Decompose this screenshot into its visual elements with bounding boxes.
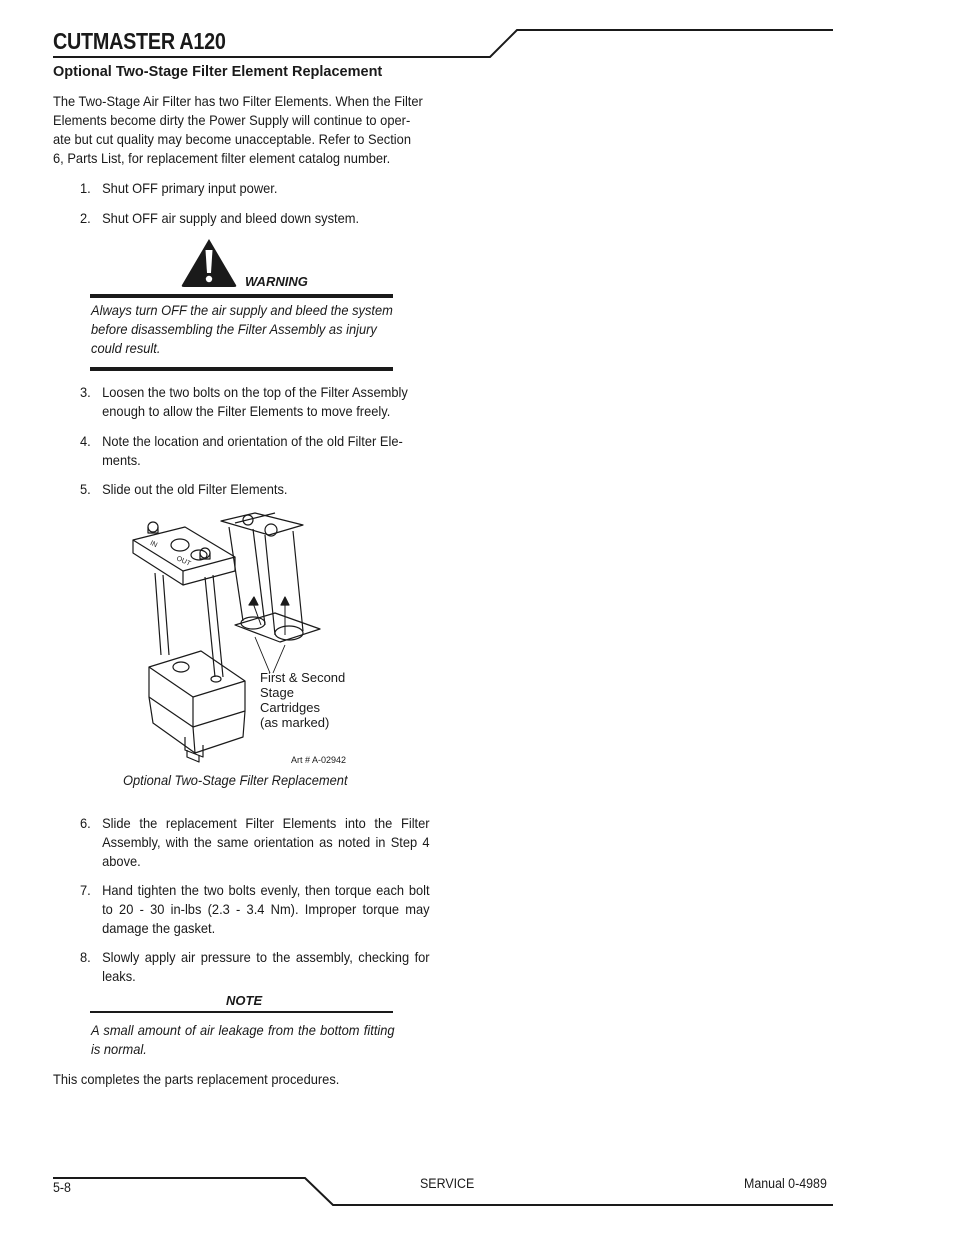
- intro-line: ate but cut quality may become unacceptable. Refer to Section: [53, 131, 411, 147]
- step-2: [80, 209, 430, 228]
- step-text: Slowly apply air pressure to the assembly, checking for leaks.: [102, 949, 430, 984]
- footer-section: SERVICE: [420, 1176, 475, 1191]
- manual-number: Manual 0-4989: [744, 1176, 827, 1191]
- figure-caption: Optional Two-Stage Filter Replacement: [123, 772, 348, 788]
- step-text: Shut OFF air supply and bleed down system.: [102, 210, 360, 226]
- header-rule: [0, 0, 954, 70]
- warning-line: Always turn OFF the air supply and bleed the system: [91, 302, 393, 318]
- step-8: [80, 948, 430, 984]
- intro-line: The Two-Stage Air Filter has two Filter Elements. When the Filter: [53, 93, 423, 109]
- step-number: 8.: [80, 949, 91, 965]
- intro-line: 6, Parts List, for replacement filter element catalog number.: [53, 150, 391, 166]
- warning-icon: [180, 237, 238, 289]
- step-number: 4.: [80, 433, 91, 449]
- cartridge-label: [260, 670, 345, 730]
- port-in-label: IN: [148, 539, 159, 550]
- port-out-label: OUT: [175, 555, 192, 568]
- warning-line: could result.: [91, 340, 161, 356]
- step-number: 7.: [80, 882, 91, 898]
- step-text: Shut OFF primary input power.: [102, 180, 278, 196]
- step-text: [102, 383, 430, 421]
- step-7: [80, 881, 430, 936]
- step-number: 6.: [80, 815, 91, 831]
- step-line: enough to allow the Filter Elements to move freely.: [102, 403, 391, 419]
- step-4: [80, 432, 430, 468]
- step-3: [80, 383, 430, 419]
- warning-line: before disassembling the Filter Assembly as injury: [91, 321, 377, 337]
- step-text: [102, 432, 430, 470]
- cartridge-label-line: First & Second: [260, 670, 346, 685]
- step-text: Slide out the old Filter Elements.: [102, 481, 288, 497]
- section-heading: Optional Two-Stage Filter Element Replacement: [53, 64, 383, 80]
- page-title: CUTMASTER A120: [53, 28, 226, 54]
- note-label: NOTE: [226, 993, 263, 1008]
- cartridge-label-line: (as marked): [260, 715, 330, 730]
- step-number: 1.: [80, 180, 91, 196]
- note-rule: [90, 1011, 393, 1013]
- warning-text: [91, 301, 395, 358]
- step-line: Loosen the two bolts on the top of the Filter Assembly: [102, 384, 408, 400]
- note-text: A small amount of air leakage from the bottom fitting is normal.: [91, 1022, 395, 1057]
- step-number: 5.: [80, 481, 91, 497]
- cartridge-label-line: Stage: [260, 685, 294, 700]
- warning-bottom-rule: [90, 367, 393, 371]
- step-1: [80, 179, 430, 198]
- closing-text: This completes the parts replacement procedures.: [53, 1071, 340, 1087]
- intro-line: Elements become dirty the Power Supply will continue to oper-: [53, 112, 411, 128]
- art-number: Art # A-02942: [291, 755, 347, 765]
- step-text: Slide the replacement Filter Elements into the Filter Assembly, with the same orientation as noted in Step 4 above.: [102, 815, 430, 869]
- step-number: 3.: [80, 384, 91, 400]
- intro-paragraph: [53, 92, 432, 168]
- step-5: [80, 480, 430, 499]
- step-text: Hand tighten the two bolts evenly, then torque each bolt to 20 - 30 in-lbs (2.3 - 3.4 Nm). Improper torque may damage the gasket.: [102, 882, 430, 936]
- step-line: Note the location and orientation of the old Filter Ele-: [102, 433, 403, 449]
- warning-top-rule: [90, 294, 393, 298]
- step-number: 2.: [80, 210, 91, 226]
- step-6: [80, 814, 430, 869]
- warning-label: WARNING: [245, 274, 308, 289]
- step-line: ments.: [102, 452, 141, 468]
- page-number: 5-8: [53, 1180, 71, 1195]
- cartridge-label-line: Cartridges: [260, 700, 320, 715]
